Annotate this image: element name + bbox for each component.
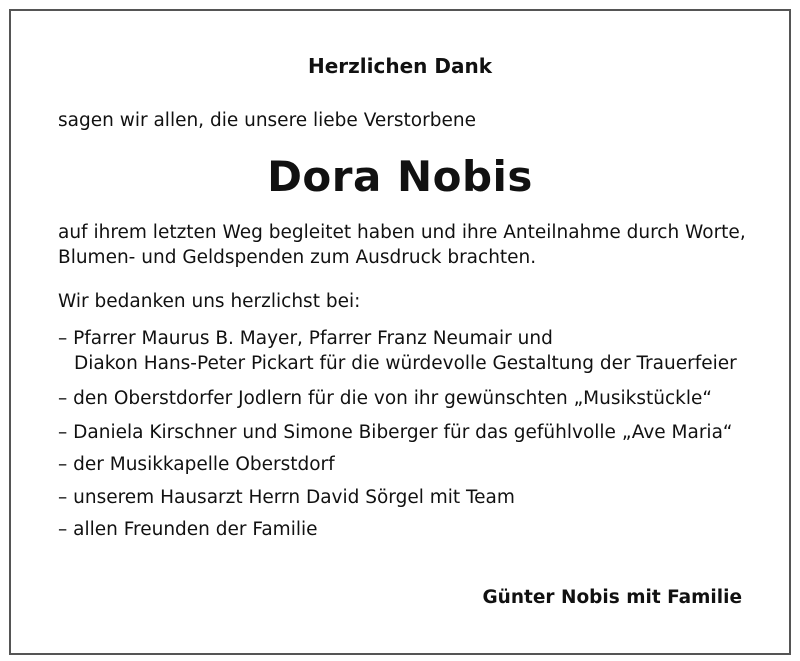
thanks-item-doctor: – unserem Hausarzt Herrn David Sörgel mit Team bbox=[58, 487, 515, 508]
thanks-item-band: – der Musikkapelle Oberstdorf bbox=[58, 454, 335, 475]
intro-text: sagen wir allen, die unsere liebe Verstorbene bbox=[58, 110, 476, 131]
body-text-line-2: Blumen- und Geldspenden zum Ausdruck brachten. bbox=[58, 247, 537, 268]
signature: Günter Nobis mit Familie bbox=[482, 587, 742, 608]
thanks-item-clergy: – Pfarrer Maurus B. Mayer, Pfarrer Franz Neumair und bbox=[58, 328, 553, 349]
thanks-item-singers: – Daniela Kirschner und Simone Biberger für das gefühlvolle „Ave Maria“ bbox=[58, 422, 733, 443]
body-text-line-1: auf ihrem letzten Weg begleitet haben und ihre Anteilnahme durch Worte, bbox=[58, 222, 746, 243]
deceased-name: Dora Nobis bbox=[267, 152, 533, 201]
thanks-item-friends: – allen Freunden der Familie bbox=[58, 519, 318, 540]
notice-heading: Herzlichen Dank bbox=[307, 54, 492, 78]
thanks-item-clergy-continued: Diakon Hans-Peter Pickart für die würdevolle Gestaltung der Trauerfeier bbox=[74, 353, 737, 374]
thanks-item-jodler: – den Oberstdorfer Jodlern für die von ihr gewünschten „Musikstückle“ bbox=[58, 388, 712, 409]
thanks-intro: Wir bedanken uns herzlichst bei: bbox=[58, 291, 361, 312]
